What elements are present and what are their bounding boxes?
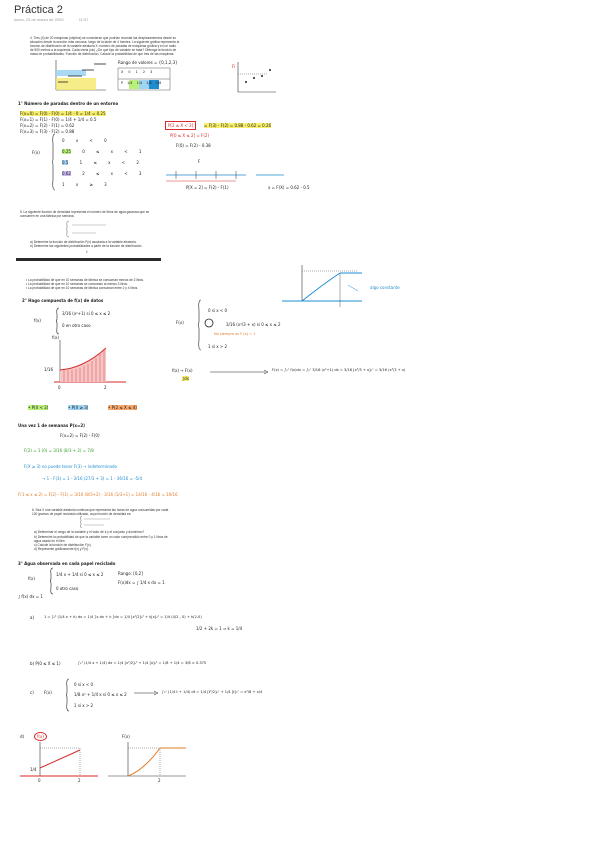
- part-c-label: c): [30, 690, 34, 695]
- prob-box: P[2 ≤ X < 3]: [165, 121, 196, 130]
- problem-3-item-c: c) Calcule la función de distribución F(x).: [34, 543, 92, 547]
- bullet-1: • La probabilidad de que en 10 semanas de fábrica se consuman menos de 2 litros.: [26, 278, 144, 282]
- part-c-line-3: 1 si x > 2: [74, 703, 94, 708]
- graph-x-2: 2: [104, 385, 107, 390]
- cdf-step-graph: [48, 60, 108, 92]
- number-line: [166, 165, 286, 187]
- F-line-3: 1 si x > 2: [208, 344, 228, 349]
- range-label: Rango de valores = {0,1,2,3}: [118, 60, 178, 65]
- prob-line-3: F(0) = F(2) - 0.38: [176, 143, 211, 148]
- graph-y-label: f(x): [52, 335, 59, 340]
- prob-line-2: P[0 ≤ X ≤ 2] = F(2): [170, 133, 210, 138]
- step3-line-1: F(x=2) = F(2) - F(0): [60, 433, 100, 438]
- chip-2: • P(X ≥ 3): [68, 405, 89, 410]
- piecewise-row-2: 0.25 0 ≤ x < 1: [62, 149, 142, 154]
- page-time: 11:57: [78, 17, 89, 22]
- F-label: F(x): [176, 320, 184, 325]
- part-d-tick: 1/4: [30, 767, 37, 772]
- step4-f-label: f(x): [28, 576, 35, 581]
- number-line-eq: P[X = 2] = F(2) - F(1): [186, 185, 229, 190]
- page-separator: [16, 258, 161, 261]
- step4-f-line-2: 0 otro caso: [56, 586, 79, 591]
- integral-eq: ∫ f(x) dx = 1: [18, 594, 43, 599]
- pmf-graph: [228, 62, 278, 98]
- step1-brace: [52, 134, 56, 190]
- problem-3-item-a: a) Determinar el rango de la variable y el valor de k y el conjunto y domínimo?: [34, 530, 145, 534]
- f-line-1: 3/16 (x²+1) si 0 ≤ x ≤ 2: [62, 311, 111, 316]
- part-d-x-0: 0: [38, 778, 41, 783]
- problem-3-item-d: d) Represente gráficamente f(x) y F(x).: [34, 547, 89, 551]
- problem-3-text: 6. Sea X una variable aleatoria continua que representa las horas de agua consumidas por cada 100 gramos de papel reciclado utilizado, cuya función de densidad es:: [32, 508, 169, 516]
- page-number: 1: [86, 250, 88, 254]
- page-title: Práctica 2: [14, 4, 63, 16]
- step3-line-5: F(1 ≤ x ≤ 2) = F(2) - F(1) = 3/16 (8/3+2) - 3/16 (1/3+1) = 14/16 - 4/16 = 10/16: [18, 492, 178, 497]
- part-a-label: a): [30, 615, 35, 620]
- bullet-3: • La probabilidad de que en 10 semanas de fábrica consuman entre 2 y 4 litros.: [26, 286, 139, 290]
- part-d-graph1-y: f(x): [34, 732, 47, 741]
- step3-line-2: F(2) = 1 (0) = 3/16 (8/3 + 2) = 7/8: [24, 448, 94, 453]
- problem-1-text: 4. Tres (4) de 20 máquinas (objetos) se consideran que podrían recostar las desplazamientos desde su situación desde la sección más cercana, luego de la tarde de 4 fuentes. La siguiente gráfica representa la función de distribución de la variable aleatoria X: número de paradas de máquinas grúfica y en un radio de 500 metros a la izquierda. Cada cierta (sic) ¿De qué tipo de variable se trata? Obtenga la función de masa de probabilidades. Función de distribución. Calcule la probabilidad de que tres de las máquinas.: [30, 36, 180, 56]
- graph-x-0: 0: [58, 385, 61, 390]
- problem-2-text: 5. La siguiente función de densidad representa el número de litros de agua gaseosa que se consumen en una fábrica por semana.: [20, 210, 150, 218]
- step4-f-line-1: 1/4 x + 1/4 si 0 ≤ x ≤ 2: [56, 572, 104, 577]
- part-d-cdf-graph: [108, 740, 188, 782]
- problem-3-item-b: b) Determine la probabilidad de que la variable tome un valor comprendido entre 0 y 1 litros de agua usado en el litro.: [34, 535, 168, 543]
- number-line-eq2: x = F(X) = 0.62 - 0.5: [268, 185, 310, 190]
- F-line-1: 0 si x < 0: [208, 308, 228, 313]
- step1-piecewise-label: F(x): [32, 150, 40, 155]
- f-label: f(x): [34, 318, 41, 323]
- step3-heading: Una vez 1 de semanas P(x=2): [18, 423, 85, 428]
- integral-expr: F(x) = ∫₀ˣ f(x)dx = ∫₀ˣ 3/16 (x²+1) dx = 3/16 [x³/3 + x]₀ˣ = 3/16 (x³/3 + x): [272, 368, 406, 372]
- step3-line-3: F(X ≥ 3) no puede tener F(3) → indeterminado: [24, 464, 117, 469]
- part-d-x-2: 2: [78, 778, 81, 783]
- integral-arrow: [210, 370, 270, 374]
- piecewise-row-3: 0.5 1 ≤ x < 2: [62, 160, 139, 165]
- step3-line-4: → 1 - F(3) = 1 - 3/16 (27/3 + 3) = 1 - 36/16 = -5/4: [42, 476, 143, 481]
- part-b-expr: ∫₀¹ (1/4 x + 1/4) dx = 1/4 [x²/2]₀¹ + 1/4 [x]₀¹ = 1/8 + 1/4 = 3/8 ≈ 0.375: [78, 661, 207, 665]
- circle-mark: [204, 318, 214, 328]
- piecewise-row-5: 1 x ≥ 3: [62, 182, 107, 187]
- step1-line-1: F(x=0) = F(0) - F(0) = 1/4 - 0 = 1/4 = 0.25: [20, 111, 106, 116]
- f-line-2: 0 en otro caso: [62, 323, 91, 328]
- piecewise-row-4: 0.62 2 ≤ x < 3: [62, 171, 142, 176]
- part-d-graph2-y: F(x): [122, 734, 130, 739]
- page-date: lunes, 23 de marzo de 2020: [14, 17, 64, 22]
- integral-tag: ∫dx: [182, 376, 189, 381]
- step1-line-4: F(x=3) = F(3) - F(2) = 0.88: [20, 129, 75, 134]
- step4-brace: [50, 568, 54, 594]
- range-note-2: F(x)dx = ∫ 1/4 x dx = 1: [118, 580, 165, 585]
- density-formula-2: [80, 516, 130, 528]
- part-c-line-1: 0 si x < 0: [74, 682, 94, 687]
- part-c-expr: ∫₀ˣ (1/4 t + 1/4) dt = 1/4 [t²/2]₀ˣ + 1/4 [t]₀ˣ = x²/8 + x/4: [162, 690, 263, 694]
- step1-line-2: F(x=1) = F(1) - F(0) = 1/4 + 1/4 = 0.5: [20, 117, 97, 122]
- step1-line-3: F(x=2) = F(2) - F(1) = 0.62: [20, 123, 75, 128]
- prob-line: = F(3) - F(2) = 0.88 - 0.62 = 0.26: [204, 123, 272, 128]
- part-a-expr-2: 1/2 + 2k = 1 ⇒ k = 1/4: [196, 626, 243, 631]
- part-c-F: F(x): [44, 690, 52, 695]
- part-d-label: d): [20, 734, 25, 739]
- integral-left: f(x) → F(x): [172, 368, 193, 373]
- graph-tick-label: 1/16: [44, 367, 53, 372]
- step1-heading: 1° Número de paradas dentro de un entorno: [18, 101, 119, 106]
- density-graph: [54, 340, 128, 388]
- F-brace: [198, 300, 202, 350]
- number-line-tag: F: [198, 159, 201, 164]
- problem-2-item-a: a) Determine la función de distribución F(x) asociada a la variable aleatoria.: [30, 240, 137, 244]
- range-note: Rango: [0,2]: [118, 571, 143, 576]
- part-d-density-graph: [20, 740, 100, 782]
- density-formula: [66, 220, 136, 238]
- bullet-2: • La probabilidad de que en 10 semanas se consuman al menos 3 litros.: [26, 282, 128, 286]
- step2-heading: 2° Hago compuesta de f(x) de datos: [22, 298, 104, 303]
- F-note: No siempre es F (x) = 1: [214, 332, 256, 336]
- piecewise-row-1: 0 x < 0: [62, 138, 107, 143]
- table-row: P 1/4 1/4 1/8 3/8: [121, 81, 162, 85]
- step4-heading: 3° Agua observada en cada papel reciclado: [18, 561, 116, 566]
- part-a-expr: 1 = ∫₀² (1/4 x + k) dx = 1/4 ∫x dx + k ∫dx = 1/4 [x²/2]₀² + k[x]₀² = 1/4 (4/2 - 0) + k(2-0): [44, 615, 202, 619]
- page-meta: [14, 17, 102, 22]
- part-c-arrow: [134, 691, 158, 695]
- F-line-2: 3/16 (x³/3 + x) si 0 ≤ x ≤ 2: [226, 322, 281, 327]
- chip-1: • P(X < 2): [28, 405, 49, 410]
- graph-annotation: algo constante: [370, 285, 400, 290]
- svg-text:Fi: Fi: [232, 64, 236, 69]
- problem-2-item-b: b) Determine las siguientes probabilidades a partir de la función de distribución.: [30, 244, 143, 248]
- part-d-cdf-x-2: 2: [158, 778, 161, 783]
- part-c-line-2: 1/8 x² + 1/4 x si 0 ≤ x ≤ 2: [74, 692, 127, 697]
- chip-3: • P(2 ≤ X ≤ 4): [108, 405, 137, 410]
- cdf-graph-top: [282, 265, 372, 311]
- part-c-brace: [66, 679, 70, 711]
- part-b-label: b) P(0 ≤ X ≤ 1): [30, 661, 61, 666]
- f-brace: [56, 308, 60, 334]
- table-header: X 0 1 2 3: [121, 70, 153, 74]
